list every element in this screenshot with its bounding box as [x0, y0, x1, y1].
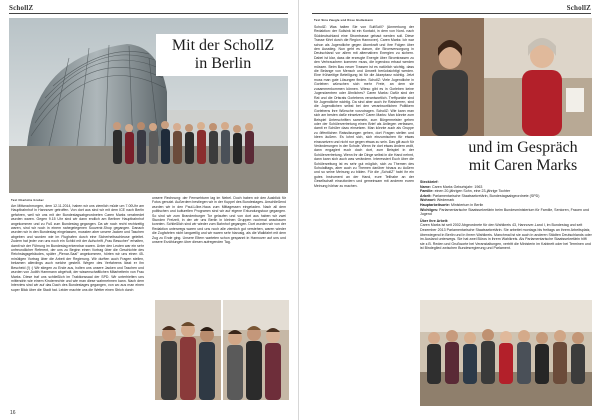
group-photo-small [155, 300, 221, 400]
interview-group-photo [420, 300, 592, 406]
header-rule-right [312, 13, 591, 14]
interview-column [314, 25, 414, 335]
title-line-1: und im Gespräch [468, 139, 578, 156]
article-column-2 [152, 196, 286, 256]
left-page [0, 0, 299, 420]
brand-logo-right: SchollZ [566, 4, 591, 12]
fact-row: Arbeit: Parlamentarische Staatssekretärin, Bundestagsabgeordnete (SPD) [420, 193, 540, 198]
bio-text: Caren Marks ist seit 2002 Abgeordnete für den Wahlkreis 43, Hannover-Land I, im Bundestag und seit Dezember 2013 Parlamentarische Staatssekretärin. Sie arbeitet montags bis freitags an ihrem Arbeitsplatz, überwiegend in Berlin und in ihrem Wahlkreis. Manchmal ist sie auch in anderen Städten Deutschlands oder im Ausland unterwegs. Sie hat zwei Büros in ihrem Wahlkreis. Als Parlamentarische Staatssekretärin hilft sie z.B. Reden und Grußworte bei Veranstaltungen, vertritt die Ministerin im Kabinett oder bei Terminen und ist Bindeglied zwischen Bundesregierung und Parlament. [420, 223, 592, 251]
fact-row: Hauptarbeitsorte: Ministerium in Berlin [420, 202, 484, 207]
fact-row: Familie: einen 20-jährigen Sohn, eine 23-jährige Tochter [420, 189, 511, 194]
group-photo-small-2 [223, 300, 289, 400]
fact-row: Wichtiges: Parlamentarische Staatssekretärin beim Bundesministerium für Familie, Senioren, Frauen und Jugend [420, 207, 589, 217]
page-number-left: 16 [10, 410, 16, 416]
right-page [302, 0, 600, 420]
caren-marks-portrait [420, 18, 592, 136]
article-title-right [452, 136, 594, 178]
brand-logo-left: SchollZ [9, 4, 34, 12]
fact-row: Name: Caren Marks Geburtsjahr: 1963 [420, 184, 483, 189]
article-title-left [156, 34, 290, 76]
interview-text: SchollZ: Was halten Sie von SuitScill? (Anmerkung der Redaktion: der Sullsink ist ein Kontakt, in dem von Nord- nach Süddeutschland eine Stromtrasse gebaut werden soll. Diese Trasse führt durch die Region Hannover). Caren Marks: Ich war schon als Jugendliche gegen Atomkraft und ihre Folgen über den Ausstieg. Nun geht es darum, die Stromversorgung in Deutschland vor allem mit alternativen Energien zu sichern. Dabei ist klar, dass die erzeugte Energie über Stromtrassen zu den Verbrauchern kommen muss, die irgendwo erbaut werden müssen. Beim Bau neuer Trassen ist es natürlich wichtig, dass die Belange von Mensch und Umwelt berücksichtigt werden. Eine frühzeitige Beteiligung ist für die Akzeptanz wichtig. Jetzt muss man gute Lösungen finden. SchollZ: Viele Jugendliche in Gorleben wünschen sich mehr Freie, an dem sie zusammenkommen können. Wieso gibt es in Gorleben keine Jugendzentren oder Ähnliches? Caren Marks: Dafür sind der Rat und die Ortsrats Gorlebens verantwortlich. Treffpunkte sind für Jugendliche wichtig. Da sind aber auch ihr Ratsherren, sind die Jugendlichen selbst bei den verantwortlichen Politikern Gorlebens ihre Wünsche vorzutragen. SchollZ: Wie kann man sich am besten dafür einsetzen? Caren Marks: Man könnte zum Beispiel Unterschriften sammeln, zum Bürgermeister gehen oder der Schülervertretung einen Brief als Anliegen verfassen, damit er Schüler dazu einsetzen. Man könnte auch als Gruppe zu öffentlichen Ratssitzungen gehen, dort Fragen stellen und Ideen äußern. Es lohnt sich, sich einzumischen für etwas einzusetzen und nicht nur gegen etwas zu sein. Das gilt auch für Veränderungen in der Schule. Wenn ihr dort etwas ändern wollt, dann engagiert euch doch dort, zum Beispiel in der Schülervertretung. Wenn ihr die Dinge selbst in die Hand nehmt, dann kann sich auch was verändern. Interessiert Euch über die Schülerzeitung ist es sehr gut möglich, sich zu Themen des Schulalltags, aber auch zu Themen darüber hinaus zu äußern und so seine Meinung zu bilden. Für die „SchollZ" habt ihr ein gutes Instrument an der Hand, eure Teilhabe an der Gesellschaft einzufordern und gemeinsam mit anderen euren Meinung hörbar zu machen. [314, 25, 414, 188]
article-text: Am Mittwochmorgen, dem 12.11.2014, haben wir uns ziemlich müde um 7.00Uhr am Hauptbahnhof in Hannover getroffen. Von dort aus sind wir mit dem ICE nach Berlin gefahren, weil wir uns mit der Bundestagsabgeordneten Caren Marks verabredet wurden waren. Gegen 9.15 Uhr sind wir dann endlich am Berliner Hauptbahnhof angekommen und zu Fuß zum Bundestag gegangen. Da wir noch recht rechtzeitig waren, sind wir noch in einem nahegelegenen Souvenir-Shop gegangen. Danach wurden wir in den Bundestag eingelassen, mussten aber unsere Jacken und Taschen abgeben und wurden wie im Flughafen durch eine Sicherheitsschleuse geleitet. Zudem hat jeder von uns noch ein Schild mit der Aufschrift „Frau Besucher" erhalten, damit wir der Führung im Bundestag erkennbar waren. Unter den Leuten war ein sehr unfreundlicher Referent, der uns zu Beginn einen Vortrag über die Geschichte des Reichstagsgebäudes, später „Plenar-Saal" angekommen, hörten wir uns einen 45-minütigen Vortrag über die Arbeit der Regierung. Wir durften auch Fragen stellen, bekamen allerdings auch welche gestellt. Wegen des Verfahrens lässt er ihn Bescheid (!) :) Wir stiegen zu Ende aus, holten uns unsere Jacken und Taschen und wurden von Judith Hammann abgeholt, der wissenschaftlichen Mitarbeiterin von Frau Marks. Diese traf uns schließlich im Traktionssaal der SPD. Wir unterhielten uns mittendrin wie einem Kinderrechte und wie man diese wahrnehmen kann. Nach dem Interview sind wir auf das Dach des Bundestages gegangen, von wo aus man einen super Blick über die Stadt hat. Leider machte uns die Wetter einen Strich durch [11, 204, 144, 292]
fact-row: Wohnort: Wedemark [420, 198, 455, 203]
title-line-1: Mit der SchollZ [171, 37, 275, 54]
article-column-1 [11, 204, 144, 410]
article-byline: Text Sina Zwegle und Rose Gießemann [314, 18, 374, 22]
title-line-2: mit Caren Marks [468, 157, 578, 174]
fact-row: Steckbrief: [420, 180, 439, 184]
article-text: unsere Rechnung: der Fernsehturm lag im Nebel. Doch haben wir den Ausblick für Fotos genutzt. Außerdem bestiegen wir in der Kuppel des Bundestages. Anschließend wurden wir in den Paul-Löbe-Haus zum Mittagessen eingeladen. Nach all dem politischen und kulturellen Programm sind wir auf eigene Erkundungstour gegangen. So sind wir zum Brandenburger Tor gelaufen und von dort aus haben wir zwei Stunden Freizeit, in der wir uns Berlin in kleinen Gruppen nochmal anschauen konnten. Schließlich sind wir wieder zum Bahnhof gegangen. Dort wurden wir von der Redaktion unterwegs waren und uns noch alle ziemlich gut verstehen, waren wieder die Zugfahrten nicht langweilig und wir waren sehr hiarusig, als die Walkfahrt mit dem Zug zu Ende ging. Unsere Eltern warteten schon gespannt in Hannover auf uns und unsere Erzählungen über diesen aufregenden Tag. [152, 196, 286, 245]
profile-factbox [420, 180, 592, 295]
header-rule-left [9, 13, 288, 14]
title-line-2: in Berlin [194, 55, 252, 72]
bio-heading: Über ihre Arbeit: [420, 218, 449, 223]
photo-caption: Text Charlotte Gruber [11, 198, 44, 202]
